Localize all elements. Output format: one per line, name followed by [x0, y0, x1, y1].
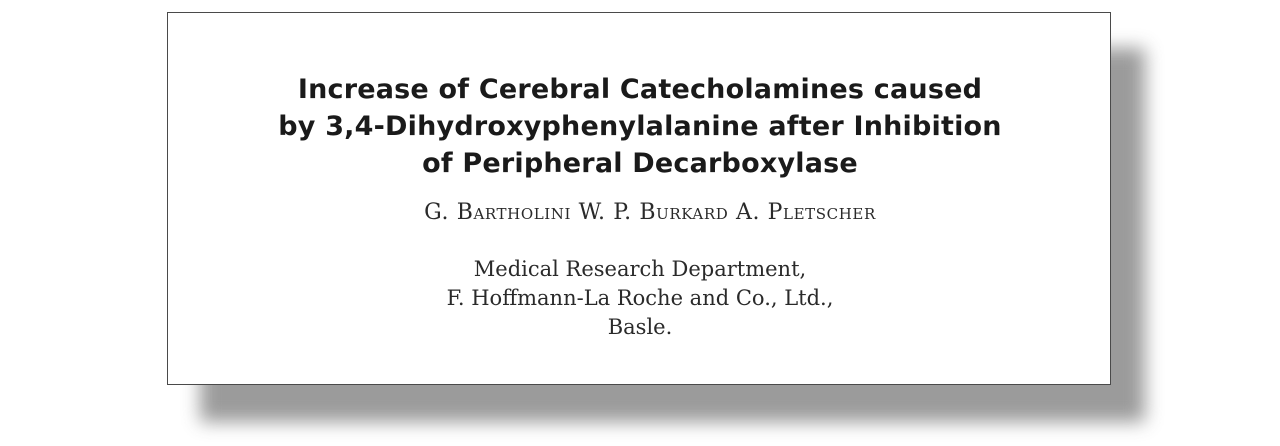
- paper-header-card: [167, 12, 1111, 385]
- affiliation: [168, 255, 1112, 342]
- affiliation-line: F. Hoffmann-La Roche and Co., Ltd.,: [446, 286, 834, 310]
- title-line: of Peripheral Decarboxylase: [422, 148, 858, 179]
- affiliation-line: Medical Research Department,: [473, 257, 807, 281]
- author-list: G. Bartholini W. P. Burkard A. Pletscher: [424, 200, 876, 225]
- paper-title: [168, 71, 1112, 182]
- title-line: Increase of Cerebral Catecholamines caused: [297, 74, 983, 105]
- affiliation-line: Basle.: [607, 315, 673, 339]
- title-line: by 3,4-Dihydroxyphenylalanine after Inhibition: [278, 111, 1002, 142]
